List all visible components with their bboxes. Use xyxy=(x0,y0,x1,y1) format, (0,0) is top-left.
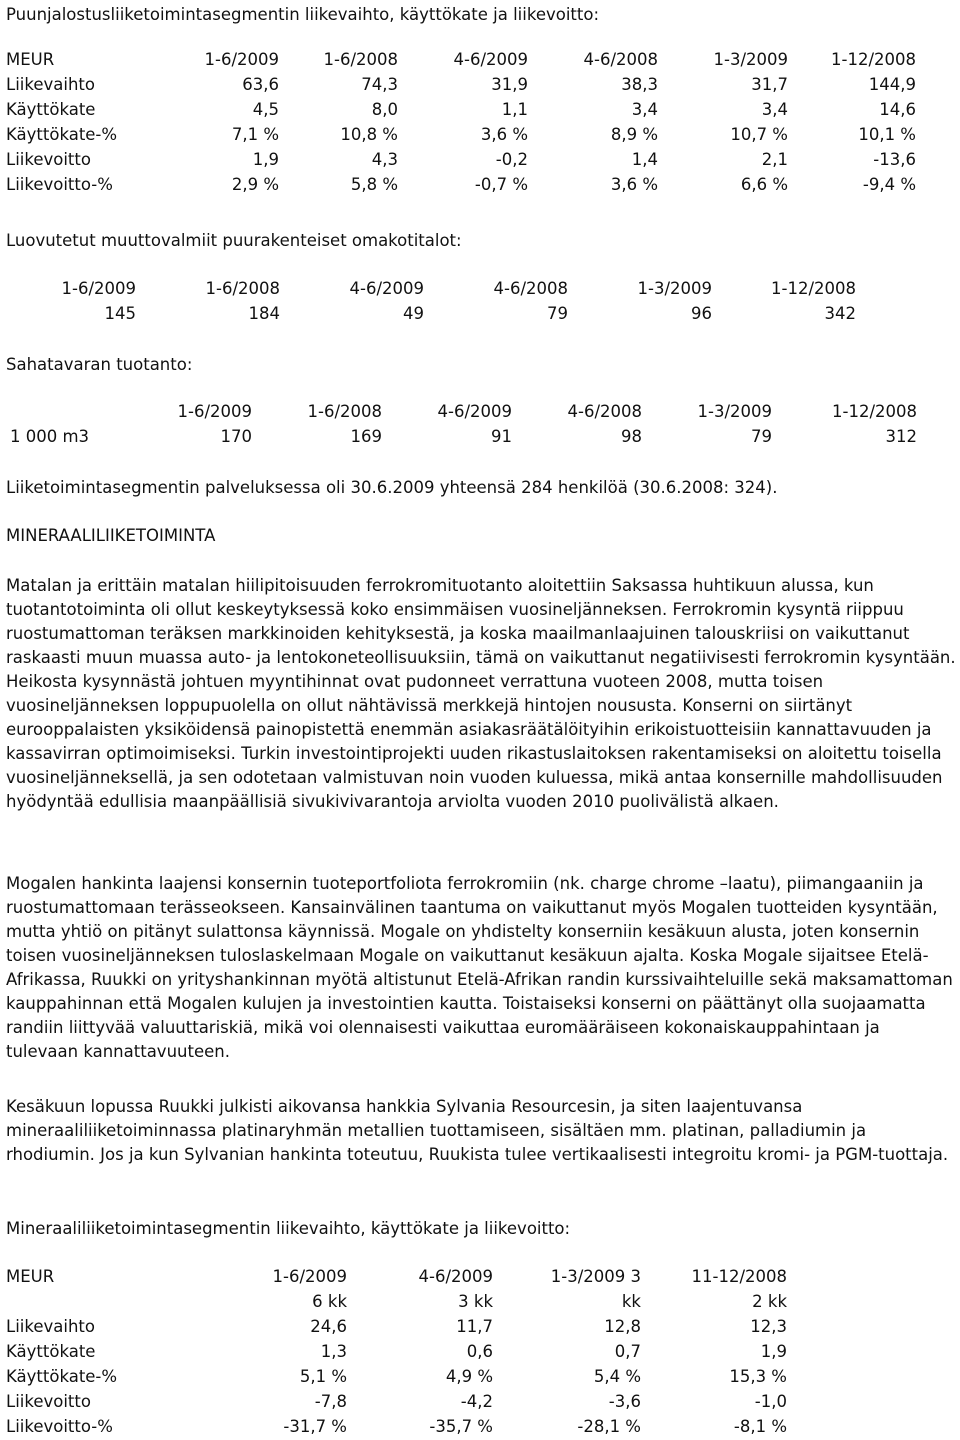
table-header-cell: 4-6/2008 xyxy=(493,279,568,298)
table-cell: 1,9 xyxy=(252,150,279,169)
table-cell: 170 xyxy=(220,427,252,446)
table-header-cell: 4-6/2009 xyxy=(349,279,424,298)
table-cell: -0,7 % xyxy=(474,175,528,194)
sawn-timber-table xyxy=(10,399,917,449)
table-cell: Liikevoitto xyxy=(6,1392,91,1411)
table-cell: Liikevaihto xyxy=(6,1317,95,1336)
table-header-cell: 6 kk xyxy=(312,1292,347,1311)
table-row xyxy=(6,172,916,197)
mineral-results-table xyxy=(6,1264,787,1439)
table-cell: 31,9 xyxy=(491,75,528,94)
table-cell: 6,6 % xyxy=(740,175,788,194)
table-cell: 5,1 % xyxy=(299,1367,347,1386)
table-header-cell: 1-12/2008 xyxy=(771,279,856,298)
table-cell: -1,0 xyxy=(754,1392,787,1411)
table-cell: 1 000 m3 xyxy=(10,427,90,446)
table-cell: Käyttökate xyxy=(6,100,96,119)
table-cell: 342 xyxy=(824,304,856,323)
table-cell: -0,2 xyxy=(495,150,528,169)
table-header-cell: 1-3/2009 3 xyxy=(550,1267,641,1286)
table-header-row xyxy=(6,1264,787,1289)
table-row xyxy=(6,1414,787,1439)
table-cell: 4,3 xyxy=(371,150,398,169)
mineral-table-title: Mineraaliliiketoimintasegmentin liikevaihto, käyttökate ja liikevoitto: xyxy=(6,1219,571,1238)
table-row xyxy=(6,72,916,97)
houses-table xyxy=(44,276,856,326)
wood-section-title: Puunjalostusliiketoimintasegmentin liikevaihto, käyttökate ja liikevoitto: xyxy=(6,5,600,24)
mineral-heading: MINERAALILIIKETOIMINTA xyxy=(6,526,216,545)
table-header-cell: 1-6/2008 xyxy=(205,279,280,298)
table-header-row xyxy=(10,399,917,424)
table-cell: 96 xyxy=(691,304,712,323)
table-cell: 8,9 % xyxy=(610,125,658,144)
table-header-cell: 4-6/2009 xyxy=(437,402,512,421)
table-cell: 312 xyxy=(885,427,917,446)
table-row xyxy=(44,301,856,326)
table-cell: 3,4 xyxy=(761,100,788,119)
table-row xyxy=(6,147,916,172)
table-cell: 12,3 xyxy=(750,1317,787,1336)
table-cell: 0,7 xyxy=(614,1342,641,1361)
table-row xyxy=(6,1389,787,1414)
table-cell: -3,6 xyxy=(608,1392,641,1411)
table-cell: Käyttökate-% xyxy=(6,1367,118,1386)
table-subheader-row xyxy=(6,1289,787,1314)
table-header-cell: 1-6/2009 xyxy=(177,402,252,421)
table-header-cell: 4-6/2008 xyxy=(583,50,658,69)
table-header-cell: 11-12/2008 xyxy=(691,1267,787,1286)
table-header-cell xyxy=(10,399,160,424)
table-cell: 2,9 % xyxy=(231,175,279,194)
table-row xyxy=(10,424,917,449)
personnel-note: Liiketoimintasegmentin palveluksessa oli 30.6.2009 yhteensä 284 henkilöä (30.6.2008: 324). xyxy=(6,478,778,497)
table-cell: Liikevoitto xyxy=(6,150,91,169)
table-cell: 5,8 % xyxy=(350,175,398,194)
table-cell: 8,0 xyxy=(371,100,398,119)
table-row xyxy=(6,1314,787,1339)
table-cell: -9,4 % xyxy=(862,175,916,194)
mineral-paragraph-3 xyxy=(6,1095,956,1167)
table-cell: 145 xyxy=(104,304,136,323)
paragraph-text: Mogalen hankinta laajensi konsernin tuoteportfoliota ferrokromiin (nk. charge chrome –laatu), piimangaaniin ja ruostumattomaan terässeokseen. Kansainvälinen taantuma on vaikuttanut myös Mogalen tuotteiden kysyntään, mutta yhtiö on pitänyt sulattonsa käynnissä. Mogale on yhdistelty konserniin kesäkuun alusta, joten konsernin toisen vuosineljänneksen tuloslaskelmaan Mogale on vaikuttanut kesäkuun ajalta. Koska Mogale sijaitsee Etelä-Afrikassa, Ruukki on yrityshankinnan myötä altistunut Etelä-Afrikan randin kurssivaihteluille sekä maksamattoman kauppahinnan että Mogalen kulujen ja investointien kautta. Toistaiseksi konserni on päättänyt olla suojaamatta randiin liittyvää valuuttariskiä, mikä voi olennaisesti vaikuttaa euromääräiseen kokonaiskauppahintaan ja tulevaan kannattavuuteen. xyxy=(6,874,953,1061)
table-cell: 14,6 xyxy=(879,100,916,119)
table-cell: 3,4 xyxy=(631,100,658,119)
table-row xyxy=(6,1364,787,1389)
paragraph-text: Matalan ja erittäin matalan hiilipitoisuuden ferrokromituotanto aloitettiin Saksassa huhtikuun alussa, kun tuotantotoiminta oli ollut keskeytyksessä koko ensimmäisen vuosineljänneksen. Ferrokromin kysyntä riippuu ruostumattoman teräksen markkinoiden kehityksestä, ja koska maailmanlaajuinen talouskriisi on vaikuttanut raskaasti muun muassa auto- ja lentokoneteollisuuksiin, tämä on vaikuttanut negatiivisesti ferrokromin kysyntään. Heikosta kysynnästä johtuen myyntihinnat ovat pudonneet verrattuna vuoteen 2008, mutta toisen vuosineljänneksen loppupuolella on ollut nähtävissä merkkejä hintojen noususta. Konserni on siirtänyt eurooppalaisten yksiköidensä painopistettä enemmän asiakasräätälöityihin erikoistuotteisiin kannattavuuden ja kassavirran optimoimiseksi. Turkin investointiprojekti uuden rikastuslaitoksen rakentamiseksi on aloitettu toisella vuosineljänneksellä, ja sen odotetaan valmistuvan noin vuoden kuluessa, mikä antaa konsernille mahdollisuuden hyödyntää edullisia maanpäällisiä sivukivivarantoja arviolta vuoden 2010 puolivälistä alkaen. xyxy=(6,576,956,811)
table-cell: -13,6 xyxy=(873,150,916,169)
table-cell: Käyttökate-% xyxy=(6,125,118,144)
table-cell: 3,6 % xyxy=(610,175,658,194)
table-header-cell: 4-6/2009 xyxy=(453,50,528,69)
table-header-cell: 1-12/2008 xyxy=(831,50,916,69)
table-cell: 4,9 % xyxy=(445,1367,493,1386)
table-header-row xyxy=(6,47,916,72)
table-cell: 144,9 xyxy=(868,75,916,94)
table-cell: 1,4 xyxy=(631,150,658,169)
table-cell: -35,7 % xyxy=(429,1417,493,1436)
mineral-paragraph-1 xyxy=(6,574,956,814)
table-header-cell: MEUR xyxy=(6,1267,55,1286)
table-cell: -4,2 xyxy=(460,1392,493,1411)
table-cell: -8,1 % xyxy=(733,1417,787,1436)
table-cell: -28,1 % xyxy=(577,1417,641,1436)
table-cell: 79 xyxy=(751,427,772,446)
table-cell: 1,3 xyxy=(320,1342,347,1361)
table-cell: 10,8 % xyxy=(340,125,398,144)
table-row xyxy=(6,97,916,122)
table-header-cell: MEUR xyxy=(6,50,55,69)
table-cell: 38,3 xyxy=(621,75,658,94)
table-cell: 63,6 xyxy=(242,75,279,94)
table-cell: Liikevoitto-% xyxy=(6,175,113,194)
table-cell: 98 xyxy=(621,427,642,446)
table-header-cell: 1-3/2009 xyxy=(697,402,772,421)
table-cell: -31,7 % xyxy=(283,1417,347,1436)
table-cell: 12,8 xyxy=(604,1317,641,1336)
table-cell: 169 xyxy=(350,427,382,446)
table-header-row xyxy=(44,276,856,301)
sawn-title: Sahatavaran tuotanto: xyxy=(6,355,193,374)
table-header-cell xyxy=(6,1289,206,1314)
table-cell: 74,3 xyxy=(361,75,398,94)
table-header-cell: 1-6/2009 xyxy=(61,279,136,298)
table-header-cell: 4-6/2009 xyxy=(418,1267,493,1286)
table-cell: -7,8 xyxy=(314,1392,347,1411)
table-cell: 184 xyxy=(248,304,280,323)
table-cell: 31,7 xyxy=(751,75,788,94)
table-cell: 10,7 % xyxy=(730,125,788,144)
table-row xyxy=(6,122,916,147)
table-header-cell: kk xyxy=(621,1292,641,1311)
table-cell: 15,3 % xyxy=(729,1367,787,1386)
table-header-cell: 1-6/2009 xyxy=(272,1267,347,1286)
table-row xyxy=(6,1339,787,1364)
table-header-cell: 1-3/2009 xyxy=(637,279,712,298)
table-cell: 79 xyxy=(547,304,568,323)
table-cell: 7,1 % xyxy=(231,125,279,144)
table-header-cell: 1-6/2008 xyxy=(307,402,382,421)
table-cell: 5,4 % xyxy=(593,1367,641,1386)
table-cell: Käyttökate xyxy=(6,1342,96,1361)
table-header-cell: 1-12/2008 xyxy=(832,402,917,421)
table-cell: 24,6 xyxy=(310,1317,347,1336)
table-cell: 49 xyxy=(403,304,424,323)
table-cell: 2,1 xyxy=(761,150,788,169)
table-cell: 0,6 xyxy=(466,1342,493,1361)
table-header-cell: 1-6/2008 xyxy=(323,50,398,69)
table-cell: 10,1 % xyxy=(858,125,916,144)
mineral-paragraph-2 xyxy=(6,872,956,1064)
table-cell: Liikevaihto xyxy=(6,75,95,94)
table-header-cell: 2 kk xyxy=(752,1292,787,1311)
table-header-cell: 4-6/2008 xyxy=(567,402,642,421)
houses-title: Luovutetut muuttovalmiit puurakenteiset omakotitalot: xyxy=(6,231,462,250)
table-header-cell: 1-3/2009 xyxy=(713,50,788,69)
wood-results-table xyxy=(6,47,916,197)
table-cell: 3,6 % xyxy=(480,125,528,144)
table-cell: 91 xyxy=(491,427,512,446)
table-cell: 11,7 xyxy=(456,1317,493,1336)
table-cell: 4,5 xyxy=(252,100,279,119)
table-cell: 1,9 xyxy=(760,1342,787,1361)
paragraph-text: Kesäkuun lopussa Ruukki julkisti aikovansa hankkia Sylvania Resourcesin, ja siten laajentuvansa mineraaliliiketoiminnassa platinaryhmän metallien tuottamiseen, sisältäen mm. platinan, palladiumin ja rhodiumin. Jos ja kun Sylvanian hankinta toteutuu, Ruukista tulee vertikaalisesti integroitu kromi- ja PGM-tuottaja. xyxy=(6,1097,949,1164)
table-header-cell: 1-6/2009 xyxy=(204,50,279,69)
table-cell: 1,1 xyxy=(501,100,528,119)
table-cell: Liikevoitto-% xyxy=(6,1417,113,1436)
table-header-cell: 3 kk xyxy=(458,1292,493,1311)
